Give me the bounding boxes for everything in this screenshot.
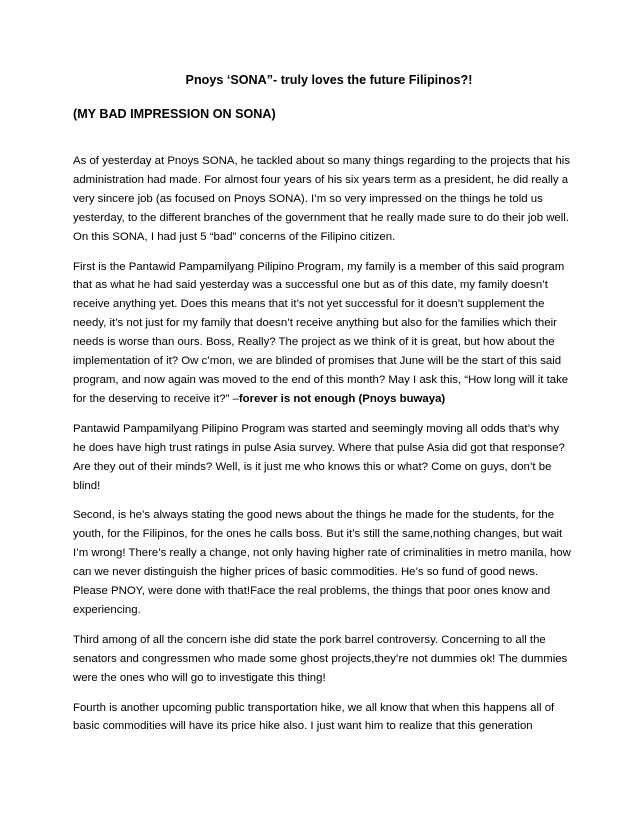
paragraph-second-concern: Second, is he’s always stating the good news about the things he made for the students, for the youth, for the Filipinos, for the ones he calls boss. But it’s still the same,nothing changes, but wait I’m wrong! There’s really a change, not only having higher rate of criminalities in metro manila, how can we never distinguish the higher prices of basic commodities. He’s so fund of good news. Please PNOY, were done with that!Face the real problems, the things that poor ones know and experiencing. bbox=[73, 509, 571, 616]
document-title: Pnoys ‘SONA”- truly loves the future Filipinos?! bbox=[185, 73, 473, 87]
paragraph-pantawid: Pantawid Pampamilyang Pilipino Program was started and seemingly moving all odds that’s why he does have high trust ratings in pulse Asia survey. Where that pulse Asia did got that response? Are they out of their minds? Well, is it just me who knows this or what? Come on guys, don’t be blind! bbox=[73, 422, 565, 492]
paragraph-first-concern-text: First is the Pantawid Pampamilyang Pilipino Program, my family is a member of this said program that as what he had said yesterday was a successful one but as of this date, my family doesn’t receive anything yet. Does this means that it’s not yet successful for it doesn’t supplement the needy, it’s not just for my family that doesn’t receive anything but also for the families which their needs is worse than ours. Boss, Really? The project as we think of it is great, but how about the implementation of it? Ow c’mon, we are blinded of promises that June will be the start of this said program, and now again was moved to the end of this month? May I ask this, “How long will it take for the deserving to receive it?” – bbox=[73, 260, 569, 405]
paragraph-first-concern-bold: forever is not enough (Pnoys buwaya) bbox=[238, 392, 446, 405]
paragraph-first-concern bbox=[73, 258, 573, 409]
paragraph-fourth-concern: Fourth is another upcoming public transportation hike, we all know that when this happens all of basic commodities will have its price hike also. I just want him to realize that this generation bbox=[73, 701, 555, 733]
document-subtitle: (MY BAD IMPRESSION ON SONA) bbox=[73, 107, 276, 121]
document-page bbox=[73, 70, 573, 747]
paragraph-third-concern: Third among of all the concern ishe did state the pork barrel controversy. Concerning to all the senators and congressmen who made some ghost projects,they’re not dummies ok! The dummies were the ones who will go to investigate this thing! bbox=[73, 633, 568, 684]
paragraph-intro: As of yesterday at Pnoys SONA, he tackled about so many things regarding to the projects that his administration had made. For almost four years of his six years term as a president, he did really a very sincere job (as focused on Pnoys SONA). I’m so very impressed on the things he told us yesterday, to the different branches of the government that he really made sure to do their job well. On this SONA, I had just 5 “bad” concerns of the Filipino citizen. bbox=[73, 155, 571, 243]
